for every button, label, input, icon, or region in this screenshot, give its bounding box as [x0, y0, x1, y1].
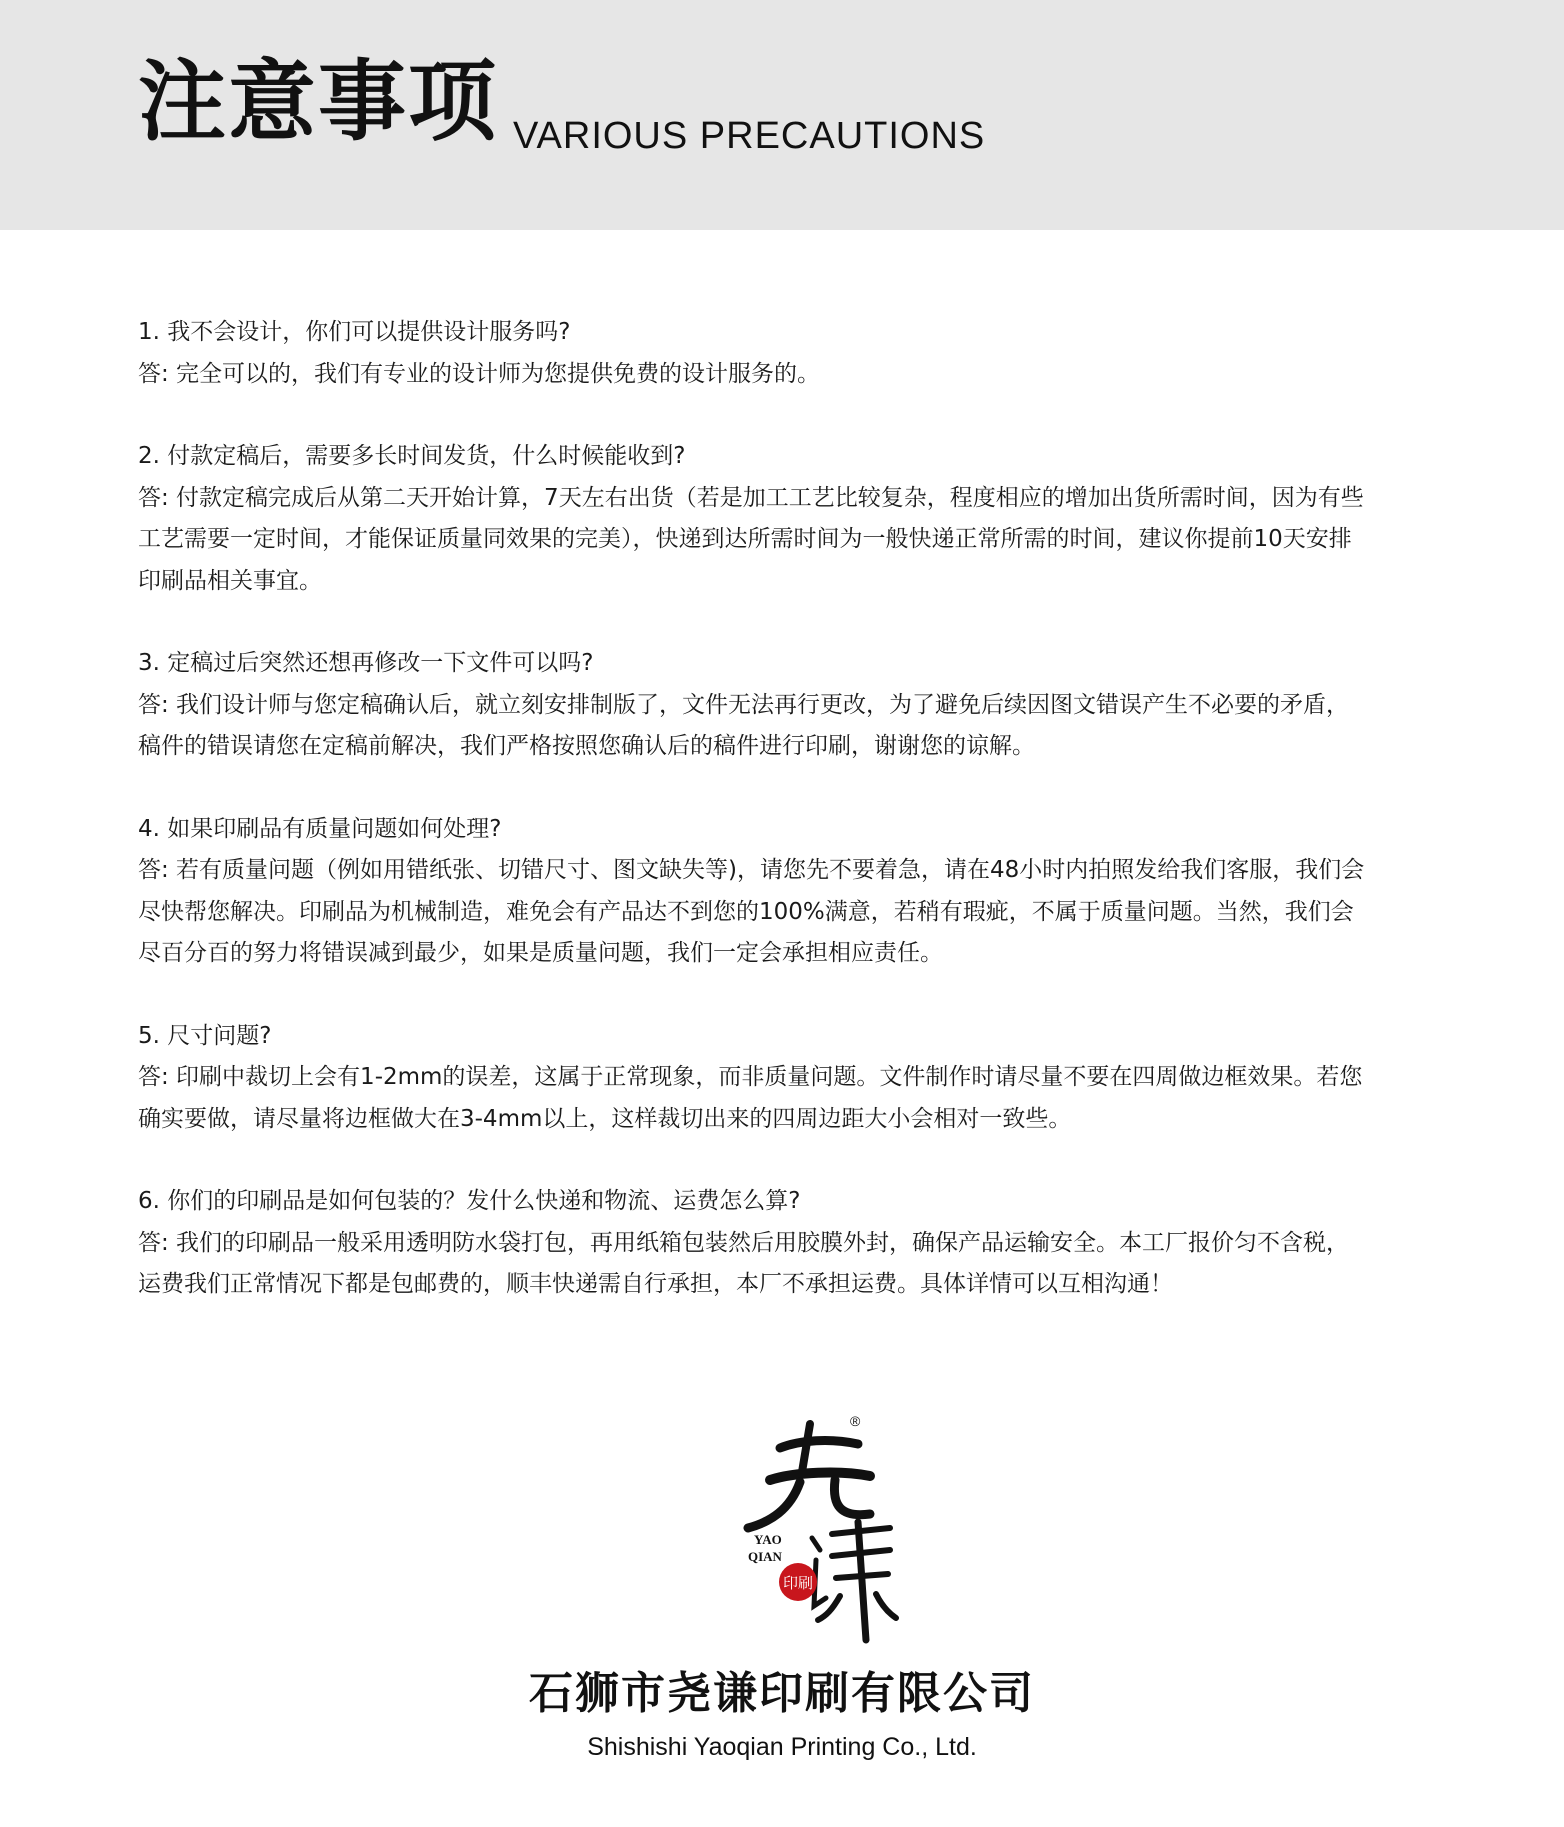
faq-answer-line: 答: 完全可以的，我们有专业的设计师为您提供免费的设计服务的。	[138, 360, 821, 387]
registered-mark: ®	[850, 1413, 861, 1429]
faq-answer-line: 尽快帮您解决。印刷品为机械制造，难免会有产品达不到您的100%满意，若稍有瑕疵，不属于质量问题。当然，我们会	[138, 898, 1354, 925]
faq-answer-line: 答: 我们设计师与您定稿确认后，就立刻安排制版了，文件无法再行更改，为了避免后续因图文错误产生不必要的矛盾，	[138, 691, 1350, 718]
faq-item-1	[138, 312, 1438, 395]
faq-answer-line: 尽百分百的努力将错误减到最少，如果是质量问题，我们一定会承担相应责任。	[138, 940, 943, 966]
faq-answer-line: 确实要做，请尽量将边框做大在3-4mm以上，这样裁切出来的四周边距大小会相对一致些。	[138, 1105, 1072, 1132]
faq-question: 2. 付款定稿后，需要多长时间发货，什么时候能收到?	[138, 443, 686, 469]
faq-answer-line: 印刷品相关事宜。	[138, 567, 322, 594]
faq-question: 1. 我不会设计，你们可以提供设计服务吗?	[138, 319, 571, 345]
faq-answer-line: 稿件的错误请您在定稿前解决，我们严格按照您确认后的稿件进行印刷，谢谢您的谅解。	[138, 733, 1035, 759]
page-title: 注意事项	[138, 50, 499, 153]
faq-answer-line: 答: 我们的印刷品一般采用透明防水袋打包，再用纸箱包装然后用胶膜外封，确保产品运输安全。本工厂报价匀不含税，	[138, 1229, 1350, 1256]
faq-item-4	[138, 809, 1438, 975]
faq-answer-line: 答: 付款定稿完成后从第二天开始计算，7天左右出货（若是加工工艺比较复杂，程度相应的增加出货所需时间，因为有些	[138, 484, 1364, 511]
company-name-en: Shishishi Yaoqian Printing Co., Ltd.	[587, 1733, 977, 1761]
faq-answer-line: 运费我们正常情况下都是包邮费的，顺丰快递需自行承担，本厂不承担运费。具体详情可以互相沟通！	[138, 1271, 1173, 1297]
faq-question: 5. 尺寸问题?	[138, 1022, 272, 1049]
faq-item-2	[138, 436, 1438, 602]
page-subtitle: VARIOUS PRECAUTIONS	[513, 115, 986, 157]
faq-answer-line: 答: 印刷中裁切上会有1-2mm的误差，这属于正常现象，而非质量问题。文件制作时请尽量不要在四周做边框效果。若您	[138, 1064, 1363, 1090]
faq-item-5	[138, 1016, 1438, 1141]
faq-answer-line: 答: 若有质量问题（例如用错纸张、切错尺寸、图文缺失等)，请您先不要着急，请在48小时内拍照发给我们客服，我们会	[138, 857, 1365, 883]
faq-list	[138, 312, 1438, 1347]
seal-text: 印刷	[782, 1574, 814, 1592]
faq-question: 4. 如果印刷品有质量问题如何处理?	[138, 815, 502, 842]
yaoqian-logo-icon	[740, 1410, 900, 1650]
faq-question: 3. 定稿过后突然还想再修改一下文件可以吗?	[138, 650, 594, 676]
page-header	[0, 0, 1564, 230]
company-name-cn: 石狮市尧谦印刷有限公司	[529, 1668, 1035, 1719]
faq-item-6	[138, 1181, 1438, 1306]
faq-answer-line: 工艺需要一定时间，才能保证质量同效果的完美），快递到达所需时间为一般快递正常所需的时间，建议你提前10天安排	[138, 526, 1352, 552]
faq-question: 6. 你们的印刷品是如何包装的？发什么快递和物流、运费怎么算?	[138, 1188, 801, 1214]
faq-item-3	[138, 643, 1438, 768]
logo-latin-qian: QIAN	[748, 1549, 782, 1564]
logo-latin-yao: YAO	[754, 1532, 782, 1547]
